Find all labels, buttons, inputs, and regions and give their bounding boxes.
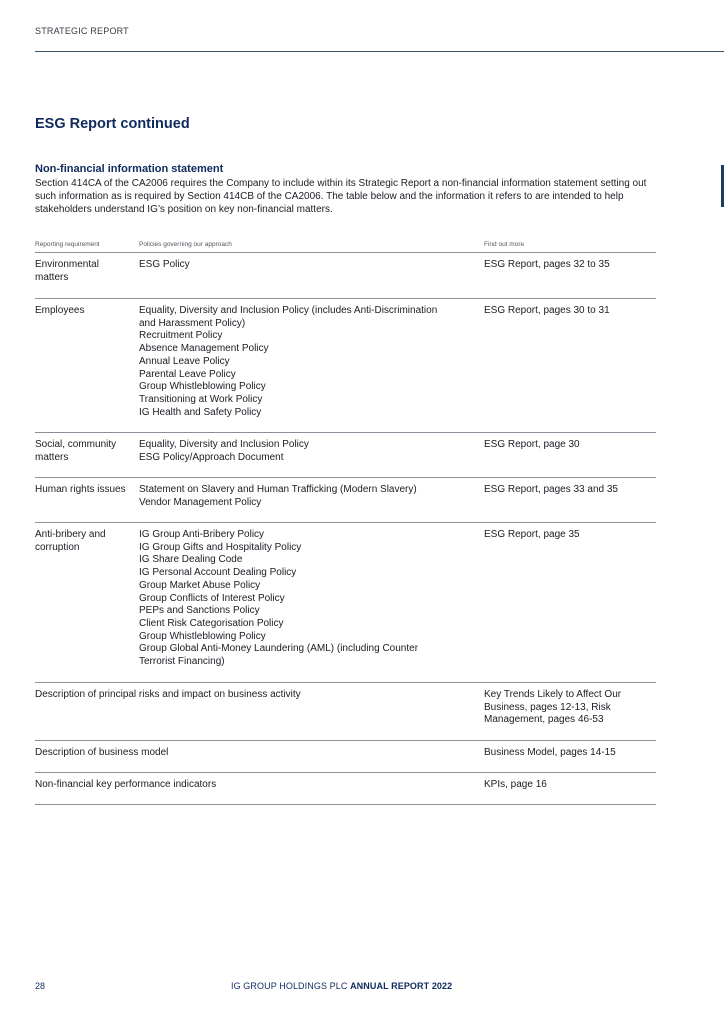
policy-line: Absence Management Policy (139, 343, 269, 355)
section-heading: Non-financial information statement (35, 163, 224, 175)
table-row (35, 299, 656, 433)
requirement-cell (35, 529, 139, 682)
policy-line: ESG Policy (139, 259, 190, 270)
find-more-cell: ESG Report, page 35 (484, 529, 580, 540)
policy-line: Terrorist Financing) (139, 656, 225, 668)
requirement-cell (35, 305, 139, 432)
page-title (35, 116, 190, 132)
requirement-cell (35, 484, 139, 522)
page-title-main: ESG Report (35, 116, 117, 132)
policy-line: Group Whistleblowing Policy (139, 630, 266, 642)
requirement-line: Environmental (35, 259, 99, 270)
policy-line: Recruitment Policy (139, 330, 223, 342)
find-more-cell: ESG Report, pages 33 and 35 (484, 484, 618, 495)
policy-line: Annual Leave Policy (139, 355, 230, 367)
find-more-cell: ESG Report, page 30 (484, 439, 580, 450)
requirement-line: Employees (35, 305, 85, 316)
requirement-cell (35, 259, 139, 298)
requirement-line: matters (35, 451, 69, 463)
requirement-line: Social, community (35, 439, 117, 450)
footer-report: ANNUAL REPORT 2022 (350, 981, 453, 991)
find-more-cell: ESG Report, pages 30 to 31 (484, 305, 610, 316)
requirement-cell (35, 439, 139, 477)
policy-line: Group Conflicts of Interest Policy (139, 592, 285, 604)
policy-line: Vendor Management Policy (139, 496, 262, 508)
header-requirement: Reporting requirement (35, 241, 100, 248)
intro-paragraph: Section 414CA of the CA2006 requires the Company to include within its Strategic Report a non-financial information statement setting out such information as is required by Section 414CB of the CA2006. The table below and the information it refers to are intended to help stakeholders understand IG’s position on key non-financial matters. (35, 178, 647, 215)
policy-line: IG Health and Safety Policy (139, 406, 262, 418)
find-more-line: Business Model, pages 14-15 (484, 747, 616, 758)
table-row (35, 741, 656, 773)
header-find-more: Find out more (484, 241, 525, 248)
policy-line: IG Personal Account Dealing Policy (139, 567, 297, 579)
policy-line: Client Risk Categorisation Policy (139, 617, 284, 629)
table-row (35, 683, 656, 741)
description-cell: Description of business model (35, 747, 169, 758)
policies-cell (139, 484, 484, 522)
find-more-cell: ESG Report, pages 32 to 35 (484, 259, 610, 270)
description-cell: Non-financial key performance indicators (35, 779, 217, 790)
page-title-suffix: continued (120, 116, 190, 132)
table-row (35, 478, 656, 523)
policy-line: Transitioning at Work Policy (139, 393, 263, 405)
table-row (35, 523, 656, 683)
policy-line: Equality, Diversity and Inclusion Policy (139, 439, 309, 450)
policies-cell (139, 529, 484, 682)
policy-line: and Harassment Policy) (139, 317, 246, 329)
find-more-line: Key Trends Likely to Affect Our (484, 689, 622, 700)
table-row (35, 253, 656, 299)
policy-line: IG Group Gifts and Hospitality Policy (139, 541, 302, 553)
policy-line: PEPs and Sanctions Policy (139, 605, 260, 617)
find-more-cell (484, 779, 656, 804)
policy-line: Group Market Abuse Policy (139, 579, 261, 591)
table-row (35, 433, 656, 478)
header-policies: Policies governing our approach (139, 241, 232, 248)
find-more-line: Management, pages 46-53 (484, 714, 604, 726)
requirement-line: corruption (35, 541, 80, 553)
requirement-line: Anti-bribery and (35, 529, 106, 540)
policy-line: Parental Leave Policy (139, 368, 236, 380)
policy-line: Equality, Diversity and Inclusion Policy (includes Anti-Discrimination (139, 305, 438, 316)
footer-company: IG GROUP HOLDINGS PLC (231, 981, 348, 991)
requirement-line: Human rights issues (35, 484, 126, 495)
policy-line: Group Global Anti-Money Laundering (AML) (including Counter (139, 643, 419, 655)
find-more-cell (484, 689, 656, 740)
non-financial-table (35, 240, 656, 805)
policies-cell (139, 259, 484, 298)
policy-line: IG Group Anti-Bribery Policy (139, 529, 265, 540)
policy-line: Statement on Slavery and Human Trafficking (Modern Slavery) (139, 484, 417, 495)
policy-line: Group Whistleblowing Policy (139, 381, 266, 393)
description-cell: Description of principal risks and impact on business activity (35, 689, 301, 700)
table-row (35, 773, 656, 805)
policies-cell (139, 439, 484, 477)
find-more-cell (484, 747, 656, 772)
header-divider (35, 51, 724, 52)
find-more-line: Business, pages 12-13, Risk (484, 701, 611, 713)
page-number: 28 (35, 981, 46, 991)
policy-line: IG Share Dealing Code (139, 554, 243, 566)
requirement-line: matters (35, 271, 69, 283)
footer-title (231, 981, 452, 991)
policies-cell (139, 305, 484, 432)
policy-line: ESG Policy/Approach Document (139, 451, 284, 463)
table-header (35, 240, 656, 253)
running-head: STRATEGIC REPORT (35, 26, 129, 36)
find-more-line: KPIs, page 16 (484, 779, 547, 790)
